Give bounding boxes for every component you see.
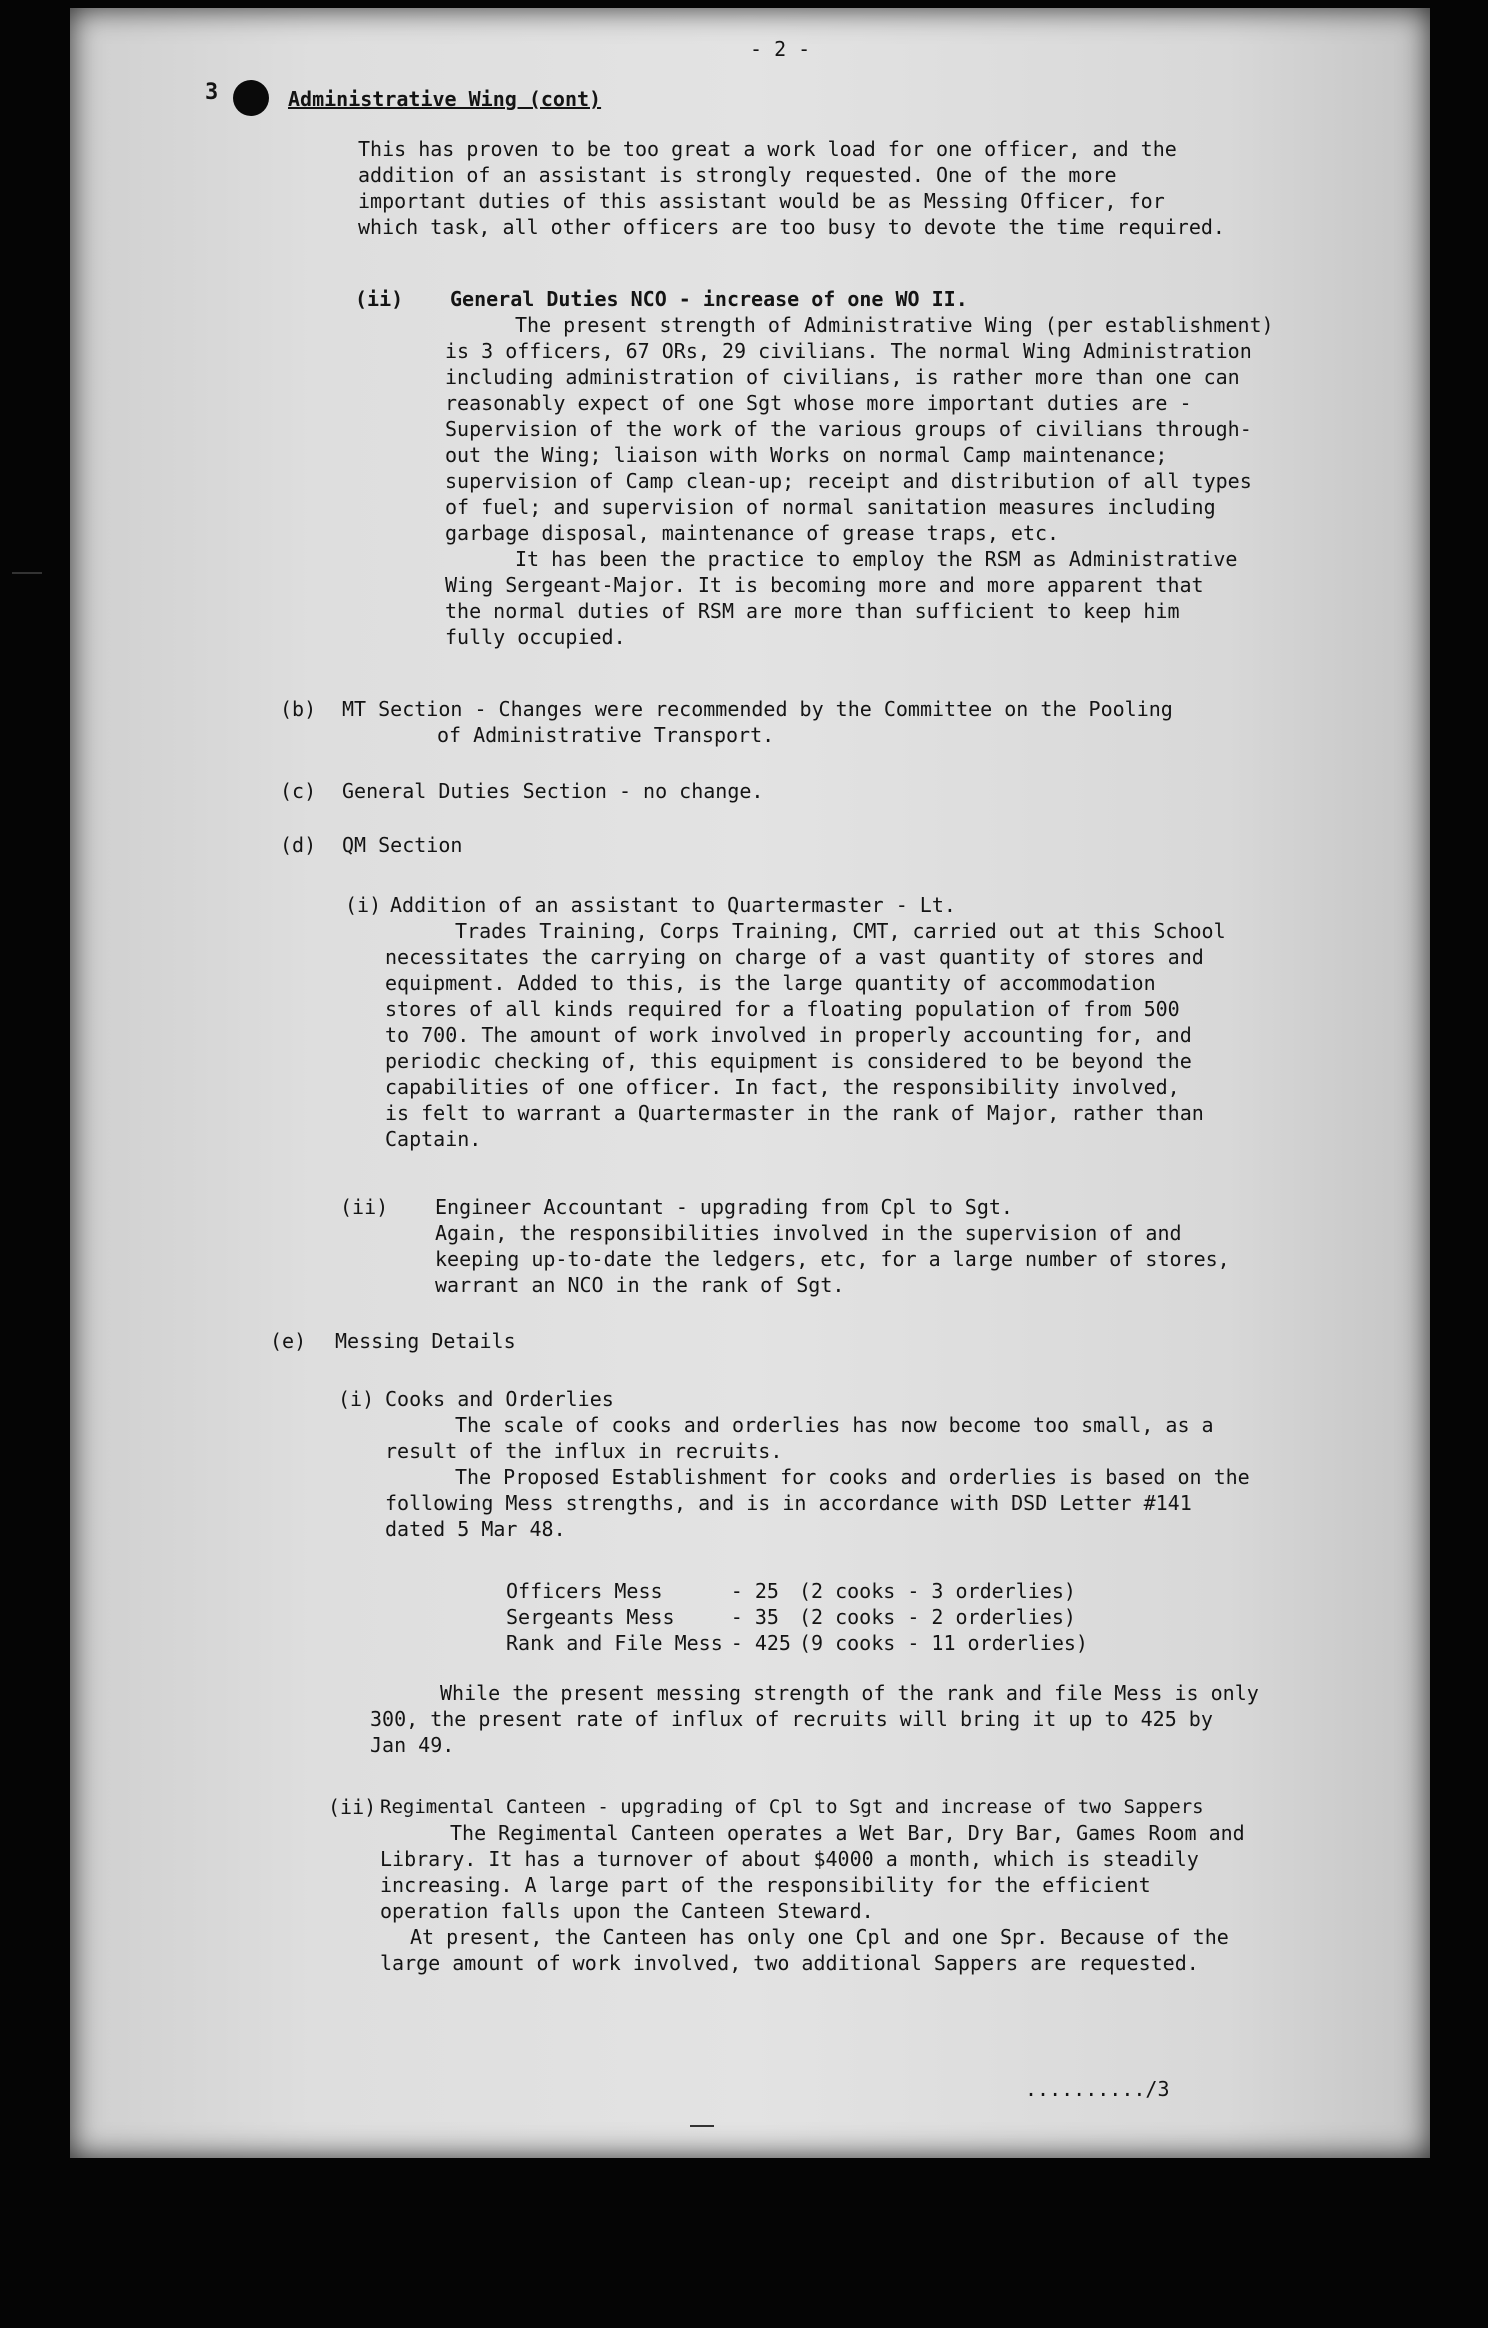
cooks-paragraph — [385, 1412, 1250, 1542]
text-line: It has been the practice to employ the RSM as Administrative — [515, 547, 1238, 571]
text-line: The Proposed Establishment for cooks and orderlies is based on the — [455, 1465, 1250, 1489]
text-line: dated 5 Mar 48. — [385, 1517, 566, 1541]
text-line: While the present messing strength of the rank and file Mess is only — [440, 1681, 1259, 1705]
text-line: capabilities of one officer. In fact, the responsibility involved, — [385, 1075, 1180, 1099]
qm-ii-paragraph — [435, 1220, 1230, 1298]
text-line: important duties of this assistant would be as Messing Officer, for — [358, 189, 1165, 213]
text-line: At present, the Canteen has only one Cpl and one Spr. Because of the — [410, 1925, 1229, 1949]
continuation-marker: ........../3 — [1025, 2077, 1170, 2101]
edge-mark — [12, 572, 42, 574]
item-label: (i) — [338, 1387, 375, 1411]
text-line: necessitates the carrying on charge of a vast quantity of stores and — [385, 945, 1204, 969]
mess-name: Rank and File Mess — [506, 1631, 723, 1655]
text-line: garbage disposal, maintenance of grease traps, etc. — [445, 521, 1060, 545]
mt-section-paragraph — [342, 696, 1173, 748]
mess-name: Officers Mess — [506, 1579, 663, 1603]
item-label: (i) — [345, 893, 382, 917]
item-label: (ii) — [328, 1795, 377, 1819]
text-line: Library. It has a turnover of about $4000 a month, which is steadily — [380, 1847, 1199, 1871]
text-line: Captain. — [385, 1127, 482, 1151]
mess-staff: (9 cooks - 11 orderlies) — [798, 1631, 1088, 1655]
text-line: This has proven to be too great a work load for one officer, and the — [358, 137, 1177, 161]
item-title: Cooks and Orderlies — [385, 1387, 614, 1411]
mess-staff: (2 cooks - 3 orderlies) — [798, 1579, 1076, 1603]
table-row — [506, 1578, 1096, 1604]
item-title: Engineer Accountant - upgrading from Cpl to Sgt. — [435, 1195, 1013, 1219]
mess-strength: - 25 — [730, 1579, 779, 1603]
text-line: is felt to warrant a Quartermaster in the rank of Major, rather than — [385, 1101, 1204, 1125]
text-line: Wing Sergeant-Major. It is becoming more and more apparent that — [445, 573, 1204, 597]
edge-mark — [690, 2125, 714, 2127]
mess-strength: - 425 — [730, 1631, 791, 1655]
intro-paragraph — [358, 136, 1225, 240]
text-line: reasonably expect of one Sgt whose more important duties are - — [445, 391, 1192, 415]
text-line: out the Wing; liaison with Works on normal Camp maintenance; — [445, 443, 1168, 467]
text-line: 300, the present rate of influx of recruits will bring it up to 425 by — [370, 1707, 1213, 1731]
page-number: - 2 - — [750, 37, 811, 61]
item-label: (ii) — [355, 287, 404, 311]
section-heading: Administrative Wing (cont) — [288, 87, 602, 111]
text-line: warrant an NCO in the rank of Sgt. — [435, 1273, 845, 1297]
cooks-closing-paragraph — [370, 1680, 1259, 1758]
text-line: the normal duties of RSM are more than sufficient to keep him — [445, 599, 1180, 623]
messing-text: Messing Details — [335, 1329, 516, 1353]
item-label: (b) — [280, 697, 317, 721]
text-line: increasing. A large part of the responsibility for the efficient — [380, 1873, 1151, 1897]
text-line: is 3 officers, 67 ORs, 29 civilians. The normal Wing Administration — [445, 339, 1252, 363]
text-line: of fuel; and supervision of normal sanitation measures including — [445, 495, 1216, 519]
text-line: The present strength of Administrative Wing (per establishment) — [515, 313, 1274, 337]
item-title: General Duties NCO - increase of one WO II. — [450, 287, 968, 311]
text-line: following Mess strengths, and is in accordance with DSD Letter #141 — [385, 1491, 1192, 1515]
item-label: (e) — [270, 1329, 307, 1353]
table-row — [506, 1630, 1096, 1656]
item-label: (d) — [280, 833, 317, 857]
text-line: MT Section - Changes were recommended by the Committee on the Pooling — [342, 697, 1173, 721]
text-line: periodic checking of, this equipment is considered to be beyond the — [385, 1049, 1192, 1073]
text-line: Jan 49. — [370, 1733, 455, 1757]
item-label: (ii) — [340, 1195, 389, 1219]
text-line: stores of all kinds required for a floating population of from 500 — [385, 997, 1180, 1021]
text-line: large amount of work involved, two additional Sappers are requested. — [380, 1951, 1199, 1975]
text-line: keeping up-to-date the ledgers, etc, for a large number of stores, — [435, 1247, 1230, 1271]
mess-strength-table — [506, 1578, 1096, 1656]
text-line: Trades Training, Corps Training, CMT, carried out at this School — [455, 919, 1226, 943]
text-line: The Regimental Canteen operates a Wet Bar, Dry Bar, Games Room and — [450, 1821, 1245, 1845]
text-line: to 700. The amount of work involved in properly accounting for, and — [385, 1023, 1192, 1047]
item-label: (c) — [280, 779, 317, 803]
text-line: supervision of Camp clean-up; receipt and distribution of all types — [445, 469, 1252, 493]
document-page — [70, 8, 1430, 2158]
text-line: Supervision of the work of the various groups of civilians through- — [445, 417, 1252, 441]
gd-section-text: General Duties Section - no change. — [342, 779, 764, 803]
qm-i-paragraph — [385, 918, 1226, 1152]
text-line: of Administrative Transport. — [437, 723, 775, 747]
qm-section-text: QM Section — [342, 833, 463, 857]
text-line: fully occupied. — [445, 625, 626, 649]
text-line: Again, the responsibilities involved in the supervision of and — [435, 1221, 1182, 1245]
text-line: equipment. Added to this, is the large quantity of accommodation — [385, 971, 1156, 995]
text-line: addition of an assistant is strongly requested. One of the more — [358, 163, 1117, 187]
table-row — [506, 1604, 1096, 1630]
canteen-paragraph — [380, 1820, 1245, 1976]
text-line: which task, all other officers are too busy to devote the time required. — [358, 215, 1225, 239]
punch-hole-mark — [233, 80, 269, 116]
mess-strength: - 35 — [730, 1605, 779, 1629]
gd-nco-paragraph — [445, 312, 1274, 650]
text-line: result of the influx in recruits. — [385, 1439, 783, 1463]
text-line: operation falls upon the Canteen Steward. — [380, 1899, 874, 1923]
text-line: including administration of civilians, is rather more than one can — [445, 365, 1240, 389]
section-number: 3 — [205, 80, 219, 105]
mess-name: Sergeants Mess — [506, 1605, 675, 1629]
item-title: Regimental Canteen - upgrading of Cpl to Sgt and increase of two Sappers — [380, 1796, 1204, 1818]
text-line: The scale of cooks and orderlies has now become too small, as a — [455, 1413, 1214, 1437]
item-title: Addition of an assistant to Quartermaster - Lt. — [390, 893, 956, 917]
mess-staff: (2 cooks - 2 orderlies) — [798, 1605, 1076, 1629]
